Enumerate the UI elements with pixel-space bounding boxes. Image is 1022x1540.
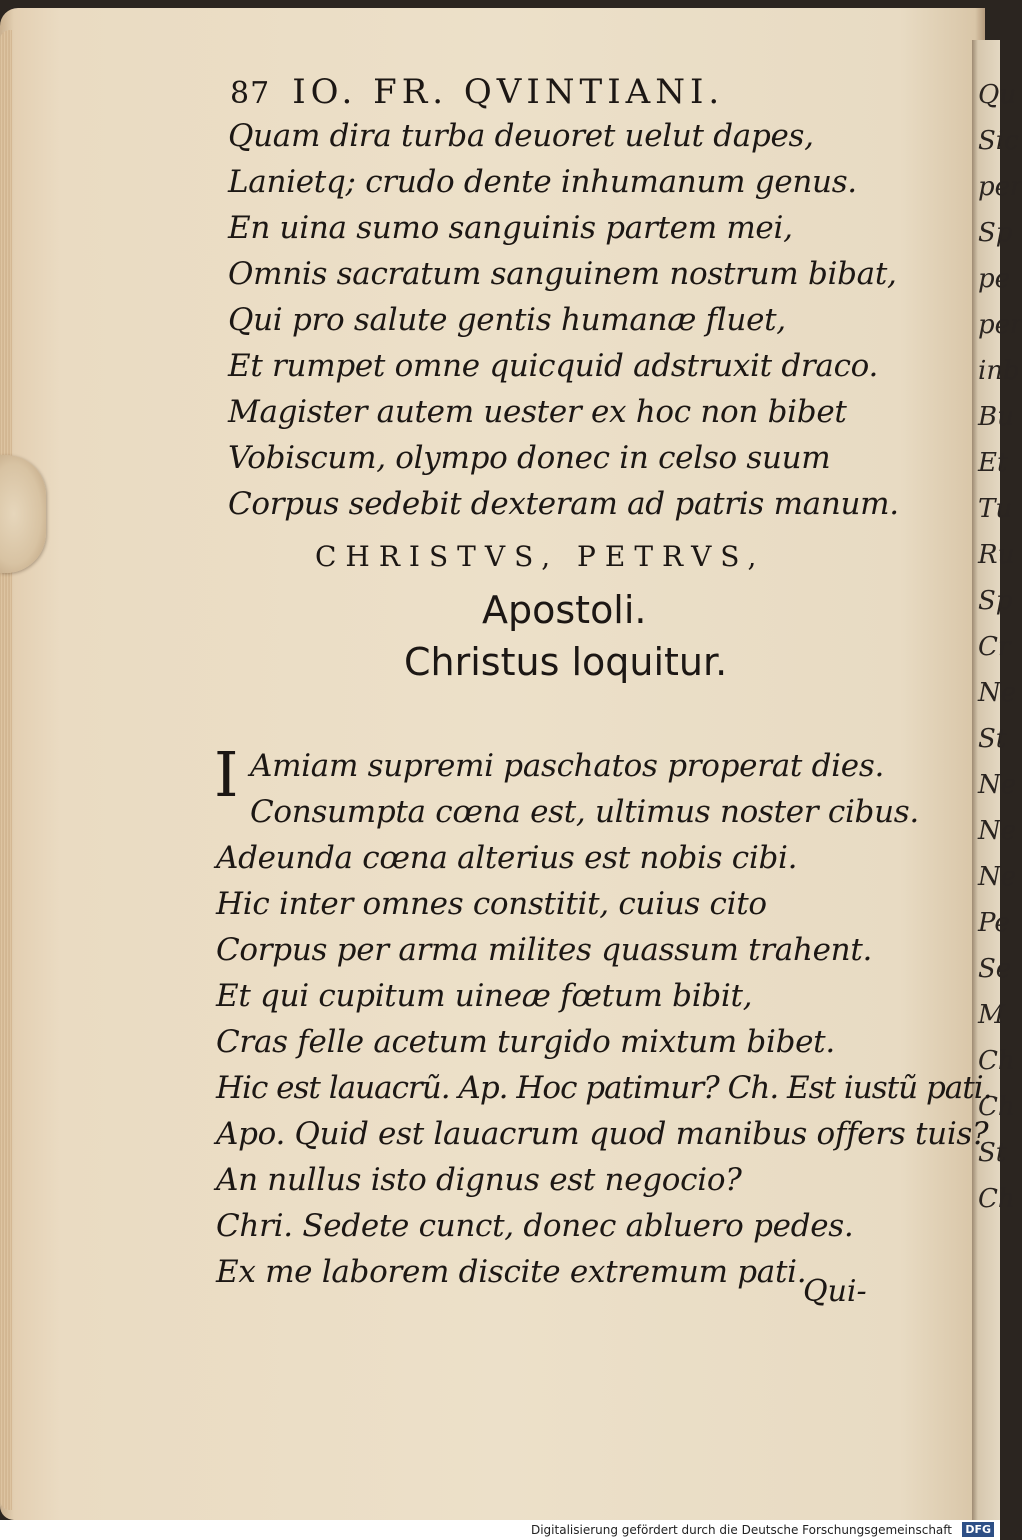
right-page-fragment: Ne (978, 816, 1017, 846)
verse-line: Apo. Quid est lauacrum quod manibus offers tuis? (216, 1116, 989, 1152)
verse-line: Hic est lauacrũ. Ap. Hoc patimur? Ch. Est iustũ pati. (216, 1070, 992, 1106)
right-page-fragment: Cr (978, 632, 1011, 662)
verse-line: Quam dira turba deuoret uelut dapes, (228, 118, 814, 154)
page-number: 87 (230, 76, 271, 111)
verse-line: An nullus isto dignus est negocio? (216, 1162, 742, 1198)
right-page-fragment: Tu (978, 494, 1013, 524)
verse-line: Hic inter omnes constitit, cuius cito (216, 886, 767, 922)
right-page-fragment: per (978, 310, 1022, 340)
verse-line: Consumpta cœna est, ultimus noster cibus. (250, 794, 919, 830)
running-title: IO. FR. QVINTIANI. (292, 72, 725, 112)
verse-line: Ex me laborem discite extremum pati. (216, 1254, 807, 1290)
right-page-fragment: pe (978, 264, 1011, 294)
right-page-fragment: Sic (978, 126, 1019, 156)
right-page-fragment: Sp (978, 586, 1013, 616)
right-page-fragment: Et (978, 448, 1008, 478)
right-page-fragment: St (978, 1138, 1007, 1168)
right-page-fragment: Ch (978, 1092, 1015, 1122)
verse-line: Amiam supremi paschatos properat dies. (250, 748, 884, 784)
right-page-fragment: Pe (978, 908, 1010, 938)
scene-characters: CHRISTVS, PETRVS, (315, 540, 766, 573)
right-page-fragment: Qu (978, 80, 1017, 110)
verse-line: En uina sumo sanguinis partem mei, (228, 210, 793, 246)
verse-line: Et qui cupitum uineæ fœtum bibit, (216, 978, 753, 1014)
verse-line: Cras felle acetum turgido mixtum bibet. (216, 1024, 835, 1060)
verse-line: Lanietq; crudo dente inhumanum genus. (228, 164, 857, 200)
right-page-fragment: St (978, 724, 1007, 754)
verse-line: Corpus per arma milites quassum trahent. (216, 932, 873, 968)
right-page-fragment: Bu (978, 402, 1014, 432)
verse-line: Corpus sedebit dexteram ad patris manum. (228, 486, 899, 522)
verse-line: Vobiscum, olympo donec in celso suum (228, 440, 831, 476)
right-page-fragment: Ch (978, 1184, 1015, 1214)
right-page-fragment: Ne (978, 770, 1017, 800)
right-page-fragment: inb (978, 356, 1020, 386)
verse-line: Chri. Sedete cunct, donec abluero pedes. (216, 1208, 854, 1244)
running-head (230, 72, 724, 112)
right-page-fragment: Se (978, 954, 1012, 984)
right-page-fragment: Ne (978, 678, 1017, 708)
verse-line: Magister autem uester ex hoc non bibet (228, 394, 847, 430)
verse-line: Et rumpet omne quicquid adstruxit draco. (228, 348, 879, 384)
drop-capital: I (214, 738, 239, 811)
right-page-fragment: Sp (978, 218, 1013, 248)
speaker-heading: Christus loquitur. (404, 640, 728, 684)
funding-credit: Digitalisierung gefördert durch die Deutsche Forschungsgemeinschaft (530, 1523, 952, 1537)
right-page-fragment: Ru (978, 540, 1015, 570)
right-page-fragment: per (978, 172, 1022, 202)
right-page-fragment: Ch (978, 1046, 1015, 1076)
dfg-logo: DFG (962, 1522, 994, 1537)
verse-line: Omnis sacratum sanguinem nostrum bibat, (228, 256, 897, 292)
right-page-fragment: Ne (978, 862, 1017, 892)
right-page-fragment: M (978, 1000, 1005, 1030)
catchword: Qui- (803, 1274, 867, 1309)
verse-line: Adeunda cœna alterius est nobis cibi. (216, 840, 798, 876)
verse-line: Qui pro salute gentis humanæ fluet, (228, 302, 786, 338)
scene-apostles: Apostoli. (482, 588, 647, 632)
